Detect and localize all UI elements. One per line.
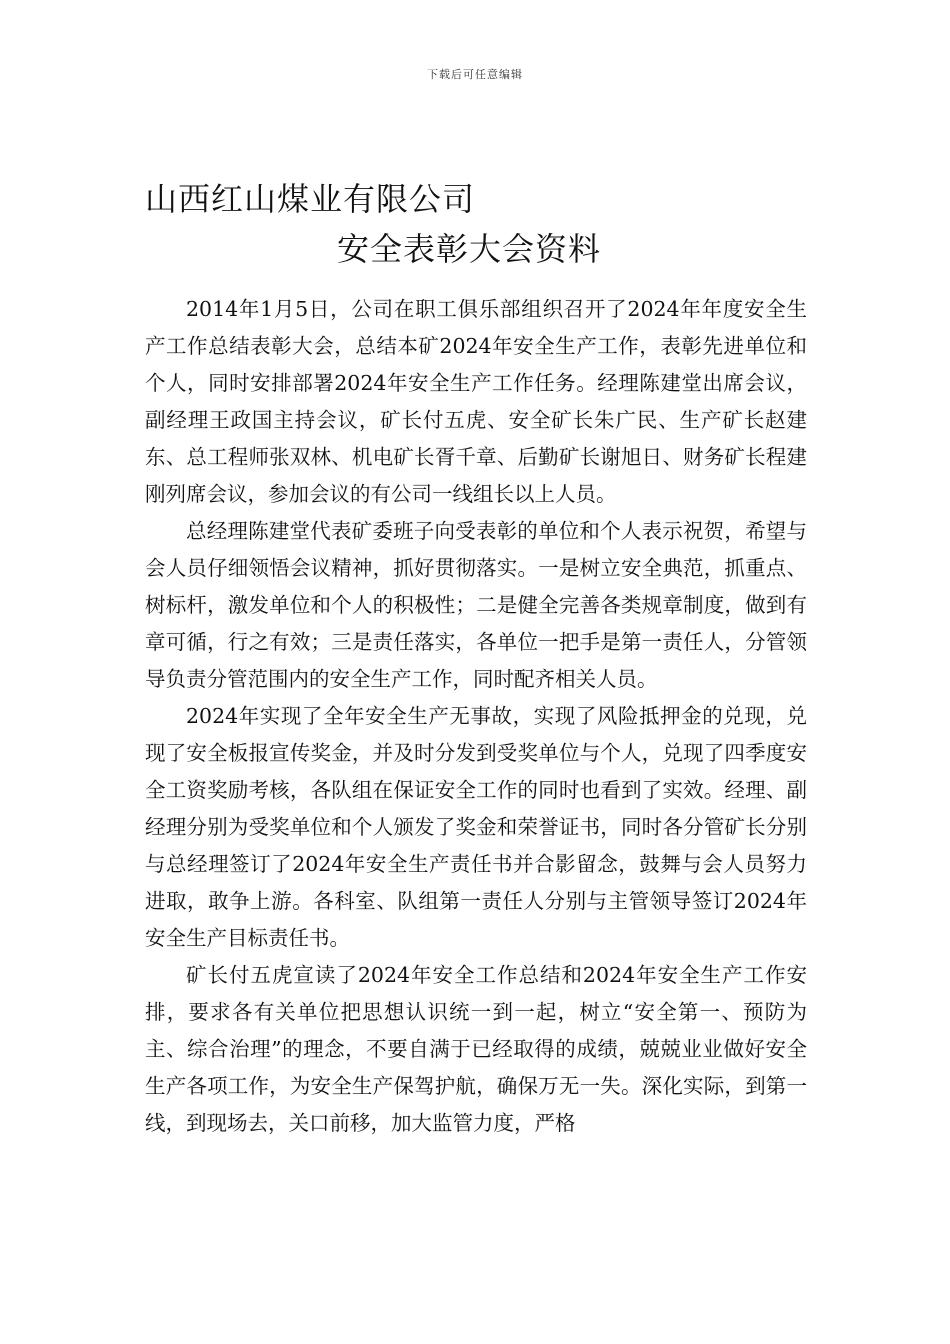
paragraph-2: 总经理陈建堂代表矿委班子向受表彰的单位和个人表示祝贺，希望与会人员仔细领悟会议精神，抓好贯彻落实。一是树立安全典范，抓重点、树标杆，激发单位和个人的积极性；二是健全完善各类规章制度，做到有章可循，行之有效；三是责任落实，各单位一把手是第一责任人，分管领导负责分管范围内的安全生产工作，同时配齐相关人员。 — [145, 519, 807, 691]
title-meeting-name: 安全表彰大会资料 — [337, 230, 602, 268]
paragraph-4: 矿长付五虎宣读了2024年安全工作总结和2024年安全生产工作安排，要求各有关单位把思想认识统一到一起，树立“安全第一、预防为主、综合治理”的理念，不要自满于已经取得的成绩，兢兢业业做好安全生产各项工作，为安全生产保驾护航，确保万无一失。深化实际，到第一线，到现场去，关口前移，加大监管力度，严格 — [145, 963, 807, 1135]
document-title — [145, 176, 805, 272]
title-company-name: 山西红山煤业有限公司 — [145, 180, 476, 218]
paragraph-3: 2024年实现了全年安全生产无事故，实现了风险抵押金的兑现，兑现了安全板报宣传奖金，并及时分发到受奖单位与个人，兑现了四季度安全工资奖励考核，各队组在保证安全工作的同时也看到了实效。经理、副经理分别为受奖单位和个人颁发了奖金和荣誉证书，同时各分管矿长分别与总经理签订了2024年安全生产责任书并合影留念，鼓舞与会人员努力进取，敢争上游。各科室、队组第一责任人分别与主管领导签订2024年安全生产目标责任书。 — [145, 704, 807, 950]
document-body — [145, 291, 807, 1142]
paragraph-1: 2014年1月5日，公司在职工俱乐部组织召开了2024年年度安全生产工作总结表彰大会，总结本矿2024年安全生产工作，表彰先进单位和个人，同时安排部署2024年安全生产工作任务。经理陈建堂出席会议，副经理王政国主持会议，矿长付五虎、安全矿长朱广民、生产矿长赵建东、总工程师张双林、机电矿长胥千章、后勤矿长谢旭日、财务矿长程建刚列席会议，参加会议的有公司一线组长以上人员。 — [145, 297, 807, 506]
page-header-note: 下载后可任意编辑 — [427, 68, 523, 81]
